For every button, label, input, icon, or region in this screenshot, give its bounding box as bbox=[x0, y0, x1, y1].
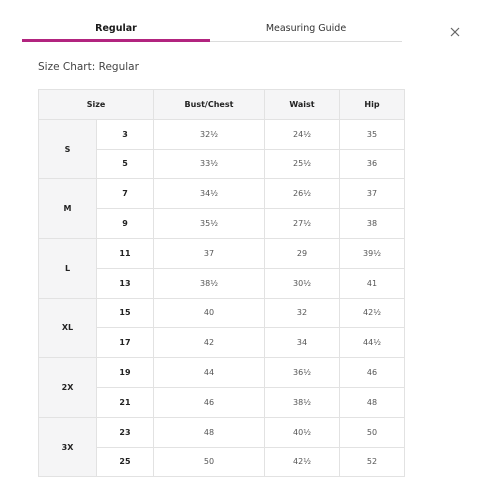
bust-value: 35½ bbox=[154, 209, 265, 239]
bust-value: 38½ bbox=[154, 268, 265, 298]
header-hip: Hip bbox=[340, 90, 405, 120]
waist-value: 40½ bbox=[265, 417, 340, 447]
bust-value: 46 bbox=[154, 387, 265, 417]
size-label: 2X bbox=[39, 358, 97, 418]
hip-value: 36 bbox=[340, 149, 405, 179]
bust-value: 34½ bbox=[154, 179, 265, 209]
table-row bbox=[39, 238, 405, 268]
hip-value: 35 bbox=[340, 119, 405, 149]
hip-value: 52 bbox=[340, 447, 405, 477]
bust-value: 32½ bbox=[154, 119, 265, 149]
waist-value: 26½ bbox=[265, 179, 340, 209]
bust-value: 50 bbox=[154, 447, 265, 477]
size-number: 13 bbox=[97, 268, 154, 298]
waist-value: 29 bbox=[265, 238, 340, 268]
active-tab-indicator bbox=[22, 39, 210, 42]
hip-value: 50 bbox=[340, 417, 405, 447]
table-row bbox=[39, 358, 405, 388]
table-row bbox=[39, 417, 405, 447]
tab-measuring-guide[interactable]: Measuring Guide bbox=[265, 23, 347, 34]
size-number: 21 bbox=[97, 387, 154, 417]
size-label: S bbox=[39, 119, 97, 179]
size-label: XL bbox=[39, 298, 97, 358]
waist-value: 32 bbox=[265, 298, 340, 328]
size-number: 7 bbox=[97, 179, 154, 209]
size-number: 25 bbox=[97, 447, 154, 477]
bust-value: 40 bbox=[154, 298, 265, 328]
bust-value: 33½ bbox=[154, 149, 265, 179]
tab-regular[interactable]: Regular bbox=[95, 23, 137, 34]
hip-value: 38 bbox=[340, 209, 405, 239]
size-number: 17 bbox=[97, 328, 154, 358]
size-chart-table bbox=[38, 89, 405, 477]
waist-value: 30½ bbox=[265, 268, 340, 298]
waist-value: 38½ bbox=[265, 387, 340, 417]
bust-value: 37 bbox=[154, 238, 265, 268]
table-row bbox=[39, 298, 405, 328]
hip-value: 39½ bbox=[340, 238, 405, 268]
size-label: L bbox=[39, 238, 97, 298]
hip-value: 41 bbox=[340, 268, 405, 298]
header-bust-chest: Bust/Chest bbox=[154, 90, 265, 120]
size-number: 5 bbox=[97, 149, 154, 179]
close-icon[interactable] bbox=[448, 24, 462, 38]
size-number: 23 bbox=[97, 417, 154, 447]
size-chart-heading: Size Chart: Regular bbox=[38, 61, 139, 73]
size-label: 3X bbox=[39, 417, 97, 477]
hip-value: 46 bbox=[340, 358, 405, 388]
waist-value: 27½ bbox=[265, 209, 340, 239]
waist-value: 36½ bbox=[265, 358, 340, 388]
hip-value: 48 bbox=[340, 387, 405, 417]
hip-value: 44½ bbox=[340, 328, 405, 358]
hip-value: 37 bbox=[340, 179, 405, 209]
header-size: Size bbox=[39, 90, 154, 120]
hip-value: 42½ bbox=[340, 298, 405, 328]
waist-value: 25½ bbox=[265, 149, 340, 179]
header-waist: Waist bbox=[265, 90, 340, 120]
waist-value: 42½ bbox=[265, 447, 340, 477]
tab-bar bbox=[22, 18, 402, 44]
size-number: 3 bbox=[97, 119, 154, 149]
size-label: M bbox=[39, 179, 97, 239]
bust-value: 44 bbox=[154, 358, 265, 388]
size-number: 11 bbox=[97, 238, 154, 268]
size-number: 19 bbox=[97, 358, 154, 388]
bust-value: 48 bbox=[154, 417, 265, 447]
table-row bbox=[39, 179, 405, 209]
size-number: 9 bbox=[97, 209, 154, 239]
table-header-row bbox=[39, 90, 405, 120]
waist-value: 34 bbox=[265, 328, 340, 358]
bust-value: 42 bbox=[154, 328, 265, 358]
size-number: 15 bbox=[97, 298, 154, 328]
table-row bbox=[39, 119, 405, 149]
waist-value: 24½ bbox=[265, 119, 340, 149]
